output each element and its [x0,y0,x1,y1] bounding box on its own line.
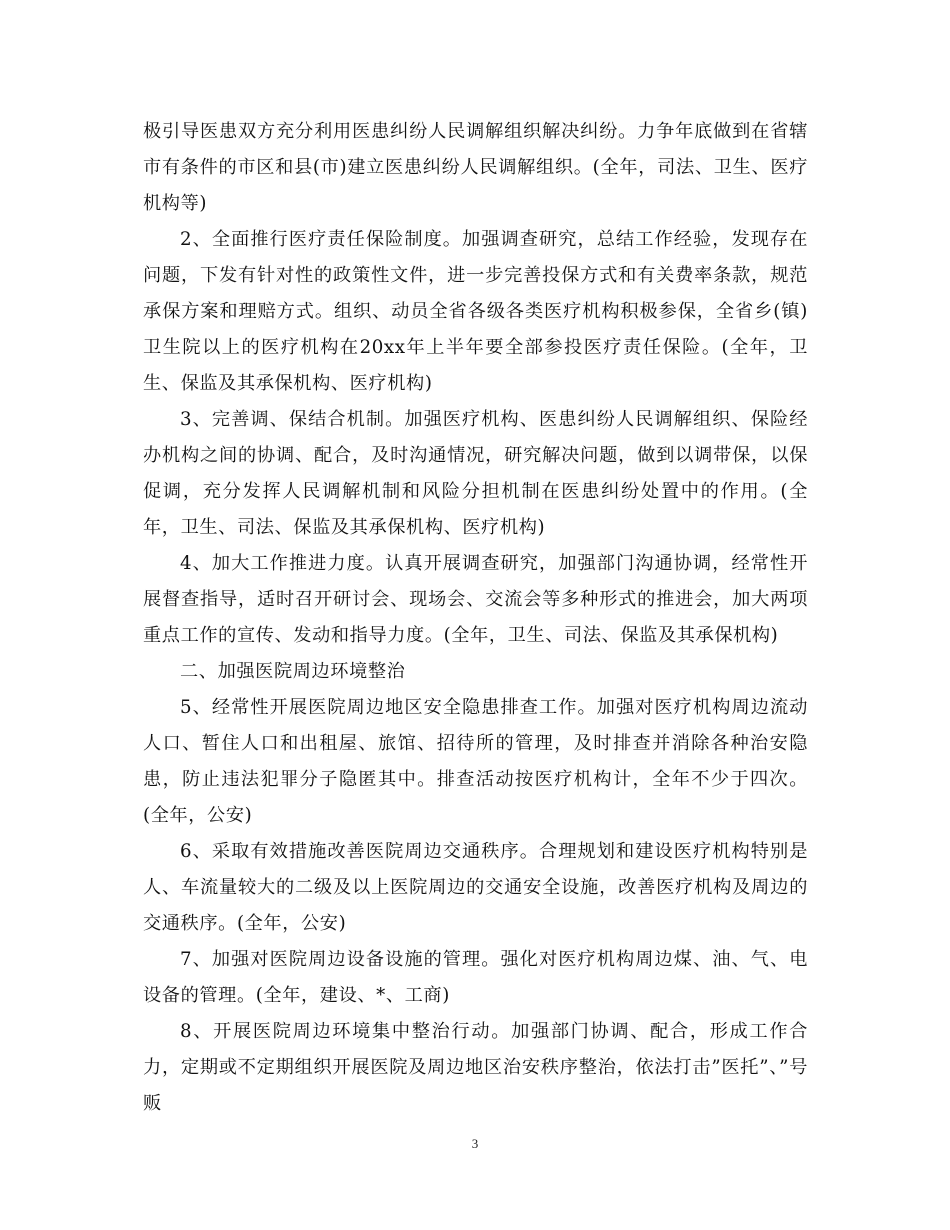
paragraph-item-2: 2、全面推行医疗责任保险制度。加强调查研究，总结工作经验，发现存在问题，下发有针对性的政策性文件，进一步完善投保方式和有关费率条款，规范承保方案和理赔方式。组织、动员全省各级各类医疗机构积极参保，全省乡(镇)卫生院以上的医疗机构在20xx年上半年要全部参投医疗责任保险。(全年，卫生、保监及其承保机构、医疗机构) [143,229,808,394]
paragraph-item-8: 8、开展医院周边环境集中整治行动。加强部门协调、配合，形成工作合力，定期或不定期组织开展医院及周边地区治安秩序整治，依法打击”医托”、”号贩 [143,1021,808,1114]
paragraph-continuation: 极引导医患双方充分利用医患纠纷人民调解组织解决纠纷。力争年底做到在省辖市有条件的市区和县(市)建立医患纠纷人民调解组织。(全年，司法、卫生、医疗机构等) [143,121,808,214]
paragraph-item-7: 7、加强对医院周边设备设施的管理。强化对医疗机构周边煤、油、气、电设备的管理。(全年，建设、*、工商) [143,949,808,1006]
page-number: 3 [471,1136,479,1151]
paragraph-item-6: 6、采取有效措施改善医院周边交通秩序。合理规划和建设医疗机构特别是人、车流量较大的二级及以上医院周边的交通安全设施，改善医疗机构及周边的交通秩序。(全年，公安) [143,841,808,934]
paragraph-item-3: 3、完善调、保结合机制。加强医疗机构、医患纠纷人民调解组织、保险经办机构之间的协调、配合，及时沟通情况，研究解决问题，做到以调带保，以保促调，充分发挥人民调解机制和风险分担机制在医患纠纷处置中的作用。(全年，卫生、司法、保监及其承保机构、医疗机构) [143,409,808,538]
document-body [143,114,808,1122]
paragraph-item-5: 5、经常性开展医院周边地区安全隐患排查工作。加强对医疗机构周边流动人口、暂住人口和出租屋、旅馆、招待所的管理，及时排查并消除各种治安隐患，防止违法犯罪分子隐匿其中。排查活动按医疗机构计，全年不少于四次。(全年，公安) [143,697,808,826]
paragraph-item-4: 4、加大工作推进力度。认真开展调查研究，加强部门沟通协调，经常性开展督查指导，适时召开研讨会、现场会、交流会等多种形式的推进会，加大两项重点工作的宣传、发动和指导力度。(全年，卫生、司法、保监及其承保机构) [143,553,808,646]
section-heading: 二、加强医院周边环境整治 [180,661,406,682]
